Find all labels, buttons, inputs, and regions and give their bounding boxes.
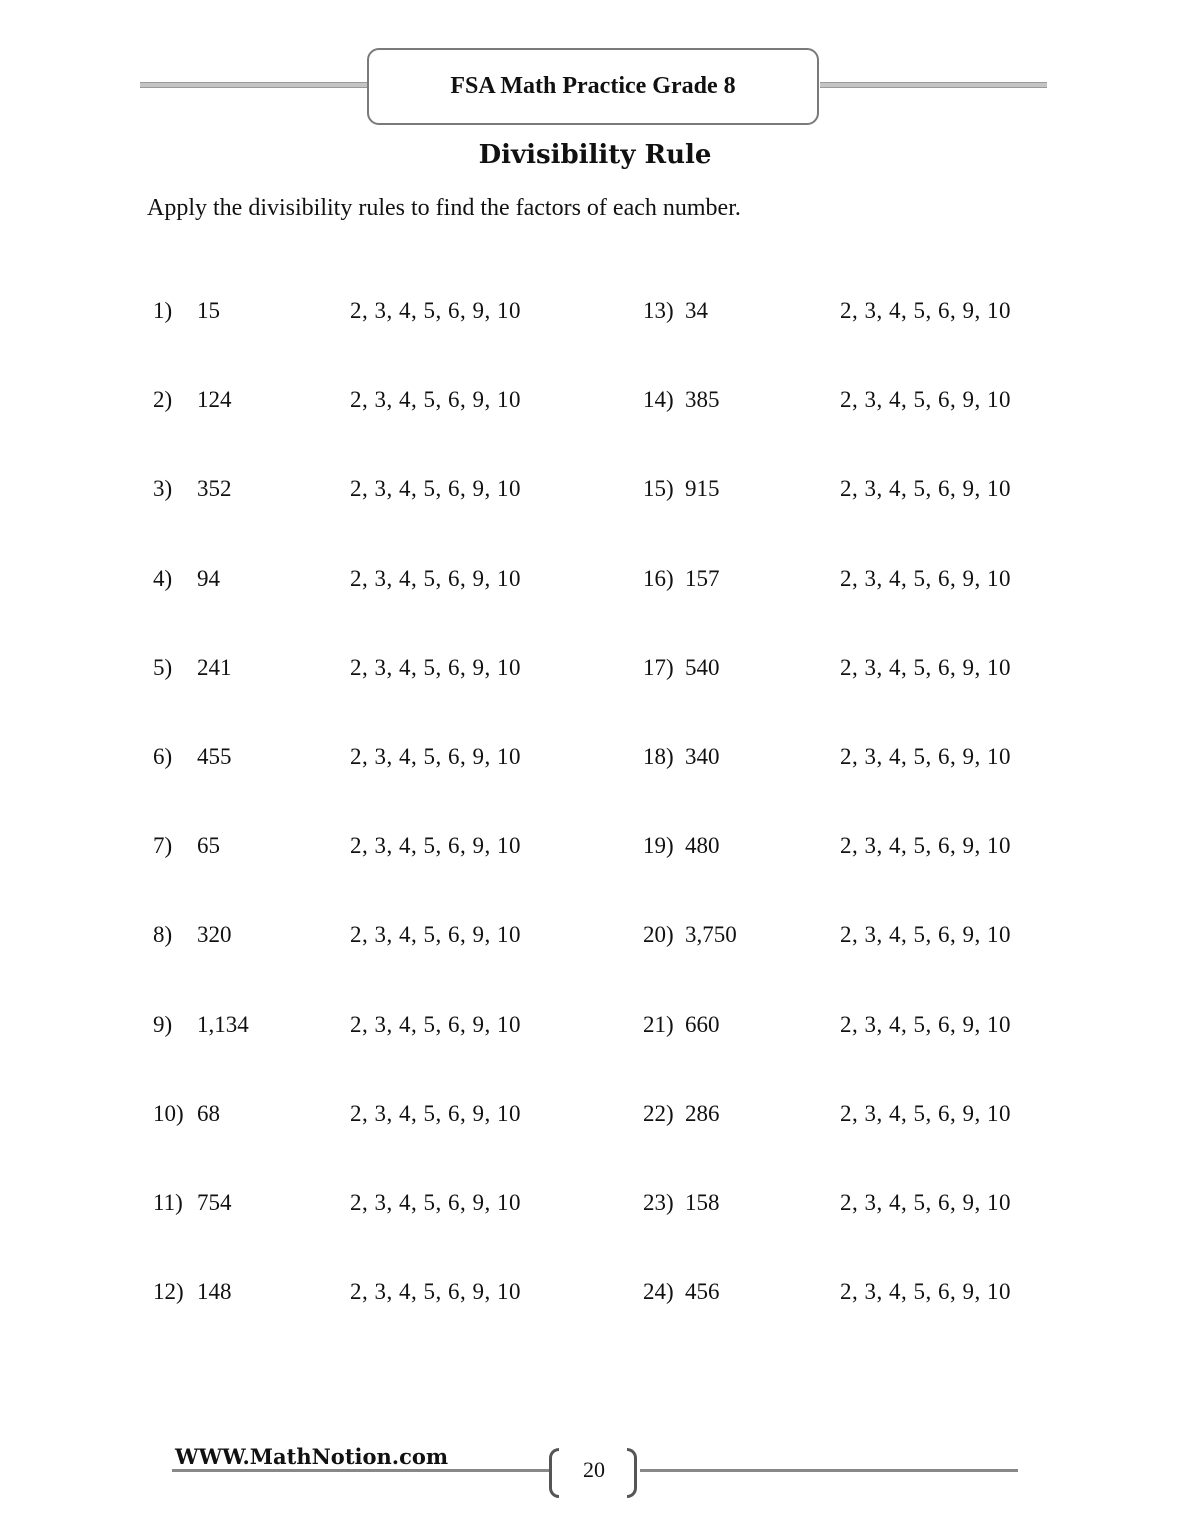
factor-choices: 2, 3, 4, 5, 6, 9, 10 xyxy=(350,1279,521,1304)
factor-choices: 2, 3, 4, 5, 6, 9, 10 xyxy=(840,655,1011,680)
problem-number: 17) xyxy=(643,655,674,680)
problem-number: 23) xyxy=(643,1190,674,1215)
problem-value: 68 xyxy=(197,1101,220,1126)
problem-item xyxy=(153,744,553,778)
problem-value: 15 xyxy=(197,298,220,323)
problem-value: 456 xyxy=(685,1279,720,1304)
page-number: 20 xyxy=(583,1457,605,1482)
header-rule-right xyxy=(820,82,1047,88)
problem-number: 21) xyxy=(643,1012,674,1037)
problem-number: 14) xyxy=(643,387,674,412)
problem-number: 1) xyxy=(153,298,173,323)
problem-number: 5) xyxy=(153,655,173,680)
problem-number: 6) xyxy=(153,744,173,769)
problem-value: 1,134 xyxy=(197,1012,249,1037)
factor-choices: 2, 3, 4, 5, 6, 9, 10 xyxy=(350,1101,521,1126)
problem-number: 4) xyxy=(153,566,173,591)
page-bracket-left xyxy=(549,1448,559,1498)
problem-value: 352 xyxy=(197,476,232,501)
factor-choices: 2, 3, 4, 5, 6, 9, 10 xyxy=(840,387,1011,412)
problem-number: 7) xyxy=(153,833,173,858)
factor-choices: 2, 3, 4, 5, 6, 9, 10 xyxy=(350,833,521,858)
problem-number: 18) xyxy=(643,744,674,769)
problem-number: 11) xyxy=(153,1190,183,1215)
header-title: FSA Math Practice Grade 8 xyxy=(450,73,736,99)
problem-value: 320 xyxy=(197,922,232,947)
problem-item xyxy=(153,1101,553,1135)
factor-choices: 2, 3, 4, 5, 6, 9, 10 xyxy=(840,298,1011,323)
problem-item xyxy=(643,655,1043,689)
problem-value: 124 xyxy=(197,387,232,412)
factor-choices: 2, 3, 4, 5, 6, 9, 10 xyxy=(840,1101,1011,1126)
problem-item xyxy=(153,1279,553,1313)
factor-choices: 2, 3, 4, 5, 6, 9, 10 xyxy=(840,922,1011,947)
problem-number: 15) xyxy=(643,476,674,501)
problem-number: 9) xyxy=(153,1012,173,1037)
problem-value: 455 xyxy=(197,744,232,769)
problem-item xyxy=(643,922,1043,956)
problem-value: 385 xyxy=(685,387,720,412)
factor-choices: 2, 3, 4, 5, 6, 9, 10 xyxy=(350,922,521,947)
factor-choices: 2, 3, 4, 5, 6, 9, 10 xyxy=(840,1279,1011,1304)
problem-item xyxy=(153,833,553,867)
problem-item xyxy=(153,655,553,689)
problem-number: 10) xyxy=(153,1101,184,1126)
problem-item xyxy=(153,387,553,421)
problem-item xyxy=(643,387,1043,421)
problem-item xyxy=(153,476,553,510)
problem-item xyxy=(643,1190,1043,1224)
factor-choices: 2, 3, 4, 5, 6, 9, 10 xyxy=(350,1012,521,1037)
factor-choices: 2, 3, 4, 5, 6, 9, 10 xyxy=(350,744,521,769)
problem-value: 65 xyxy=(197,833,220,858)
factor-choices: 2, 3, 4, 5, 6, 9, 10 xyxy=(840,744,1011,769)
header-box xyxy=(367,48,819,125)
problem-number: 13) xyxy=(643,298,674,323)
problem-value: 340 xyxy=(685,744,720,769)
problem-value: 158 xyxy=(685,1190,720,1215)
factor-choices: 2, 3, 4, 5, 6, 9, 10 xyxy=(350,566,521,591)
factor-choices: 2, 3, 4, 5, 6, 9, 10 xyxy=(350,298,521,323)
problem-value: 754 xyxy=(197,1190,232,1215)
factor-choices: 2, 3, 4, 5, 6, 9, 10 xyxy=(840,1190,1011,1215)
problem-value: 3,750 xyxy=(685,922,737,947)
factor-choices: 2, 3, 4, 5, 6, 9, 10 xyxy=(350,387,521,412)
problem-value: 148 xyxy=(197,1279,232,1304)
problem-value: 34 xyxy=(685,298,708,323)
problem-item xyxy=(153,298,553,332)
problem-number: 24) xyxy=(643,1279,674,1304)
problem-number: 8) xyxy=(153,922,173,947)
footer-website: WWW.MathNotion.com xyxy=(175,1444,449,1469)
problem-value: 915 xyxy=(685,476,720,501)
problem-value: 286 xyxy=(685,1101,720,1126)
problem-number: 19) xyxy=(643,833,674,858)
problem-number: 16) xyxy=(643,566,674,591)
factor-choices: 2, 3, 4, 5, 6, 9, 10 xyxy=(840,566,1011,591)
problem-number: 22) xyxy=(643,1101,674,1126)
problem-value: 241 xyxy=(197,655,232,680)
problem-item xyxy=(643,566,1043,600)
footer-rule-right xyxy=(640,1469,1018,1472)
problem-number: 20) xyxy=(643,922,674,947)
problem-item xyxy=(643,1279,1043,1313)
problem-item xyxy=(153,922,553,956)
problem-value: 157 xyxy=(685,566,720,591)
problem-value: 660 xyxy=(685,1012,720,1037)
problem-item xyxy=(643,476,1043,510)
problem-item xyxy=(643,833,1043,867)
factor-choices: 2, 3, 4, 5, 6, 9, 10 xyxy=(840,833,1011,858)
factor-choices: 2, 3, 4, 5, 6, 9, 10 xyxy=(840,476,1011,501)
problem-item xyxy=(153,566,553,600)
problem-value: 480 xyxy=(685,833,720,858)
problem-number: 3) xyxy=(153,476,173,501)
problem-item xyxy=(643,1101,1043,1135)
page-bracket-right xyxy=(627,1448,637,1498)
problem-number: 12) xyxy=(153,1279,184,1304)
factor-choices: 2, 3, 4, 5, 6, 9, 10 xyxy=(350,476,521,501)
problem-item xyxy=(643,298,1043,332)
problem-item xyxy=(153,1190,553,1224)
problem-number: 2) xyxy=(153,387,173,412)
factor-choices: 2, 3, 4, 5, 6, 9, 10 xyxy=(350,655,521,680)
problem-value: 94 xyxy=(197,566,220,591)
factor-choices: 2, 3, 4, 5, 6, 9, 10 xyxy=(840,1012,1011,1037)
problem-item xyxy=(643,1012,1043,1046)
header-rule-left xyxy=(140,82,368,88)
factor-choices: 2, 3, 4, 5, 6, 9, 10 xyxy=(350,1190,521,1215)
problem-item xyxy=(153,1012,553,1046)
footer-rule-left xyxy=(172,1469,550,1472)
problem-item xyxy=(643,744,1043,778)
section-title: Divisibility Rule xyxy=(478,140,712,170)
instructions: Apply the divisibility rules to find the factors of each number. xyxy=(147,195,741,221)
problem-value: 540 xyxy=(685,655,720,680)
